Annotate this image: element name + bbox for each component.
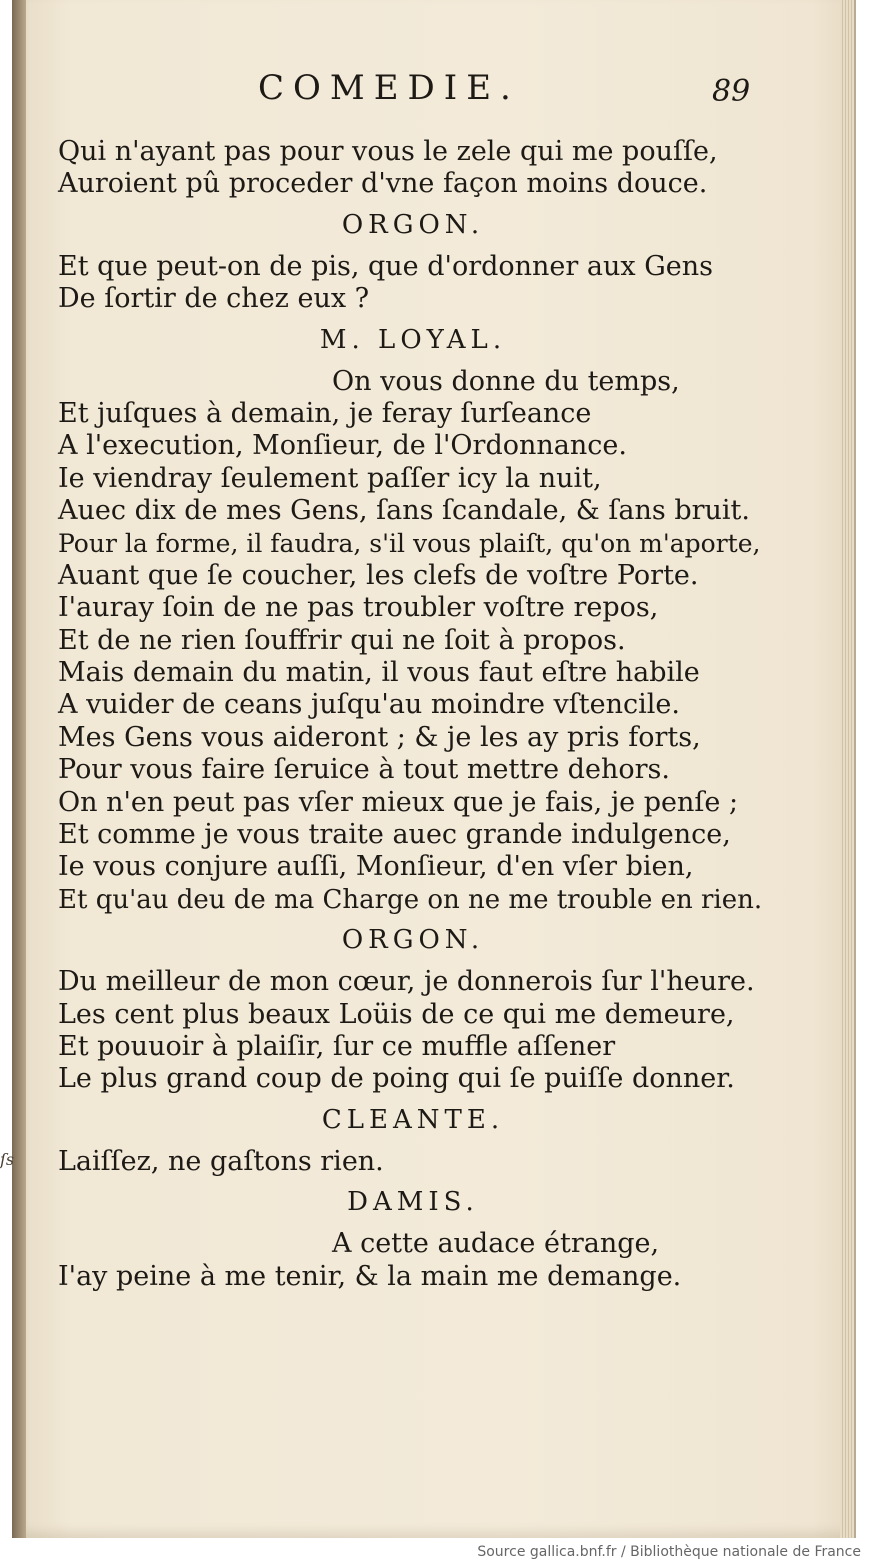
verse-line: Du meilleur de mon cœur, je donnerois ſur l'heure. [58, 966, 755, 998]
page-text [58, 70, 768, 1293]
verse-line: Les cent plus beaux Loüis de ce qui me demeure, [58, 998, 735, 1030]
page-gutter [12, 0, 26, 1538]
verse-line: I'ay peine à me tenir, & la main me demange. [58, 1260, 682, 1292]
verse-line: Pour vous faire ſeruice à tout mettre dehors. [58, 754, 670, 786]
verse-line: Mes Gens vous aideront ; & je les ay pris forts, [58, 721, 701, 753]
verse-line: A vuider de ceans juſqu'au moindre vſtencile. [58, 689, 680, 721]
speaker-name: M. LOYAL. [319, 324, 507, 355]
verse-line: Ie vous conjure auſſi, Monſieur, d'en vſer bien, [58, 851, 694, 883]
verse-line: Le plus grand coup de poing qui ſe puiſſe donner. [58, 1063, 735, 1095]
verse-line: On vous donne du temps, [332, 365, 680, 397]
verse-line: Pour la forme, il faudra, s'il vous plaiſt, qu'on m'aporte, [58, 528, 761, 558]
page-number: 89 [712, 74, 751, 109]
source-credit: Source gallica.bnf.fr / Bibliothèque nationale de France [477, 1544, 861, 1560]
verse-line: A l'execution, Monſieur, de l'Ordonnance. [58, 430, 627, 462]
verse-line: Laiſſez, ne gaſtons rien. [58, 1145, 384, 1177]
page-header [58, 66, 768, 136]
margin-annotation: ſs [0, 1150, 15, 1169]
running-head: COMEDIE. [258, 68, 520, 108]
verse-line: Et de ne rien ſouffrir qui ne ſoit à propos. [58, 624, 626, 656]
verse-line: A cette audace étrange, [332, 1228, 660, 1260]
speaker-name: ORGON. [341, 209, 485, 240]
verse-line: Et pouuoir à plaiſir, ſur ce muffle aſſener [58, 1030, 616, 1062]
verse-line: Et qu'au deu de ma Charge on ne me trouble en rien. [58, 884, 763, 915]
verse-line: Auant que ſe coucher, les clefs de voſtre Porte. [58, 559, 699, 591]
verse-body [58, 136, 768, 1293]
page-edge [840, 0, 854, 1538]
verse-line: Auroient pû proceder d'vne façon moins douce. [58, 168, 708, 200]
verse-line: Auec dix de mes Gens, ſans ſcandale, & ſans bruit. [58, 495, 750, 527]
verse-line: I'auray ſoin de ne pas troubler voſtre repos, [58, 592, 659, 624]
speaker-name: DAMIS. [347, 1187, 479, 1218]
verse-line: Ie viendray ſeulement paſſer icy la nuit, [58, 462, 602, 494]
speaker-name: ORGON. [341, 925, 485, 956]
speaker-name: CLEANTE. [321, 1104, 505, 1135]
verse-line: Et juſques à demain, je feray ſurſeance [58, 397, 592, 429]
verse-line: Et comme je vous traite auec grande indulgence, [58, 819, 731, 851]
verse-line: Mais demain du matin, il vous faut eſtre habile [58, 657, 700, 689]
verse-line: Et que peut-on de pis, que d'ordonner aux Gens [58, 250, 713, 282]
book-page [12, 0, 856, 1538]
verse-line: On n'en peut pas vſer mieux que je fais, je penſe ; [58, 786, 739, 818]
verse-line: Qui n'ayant pas pour vous le zele qui me pouſſe, [58, 136, 718, 167]
verse-line: De ſortir de chez eux ? [58, 283, 370, 315]
